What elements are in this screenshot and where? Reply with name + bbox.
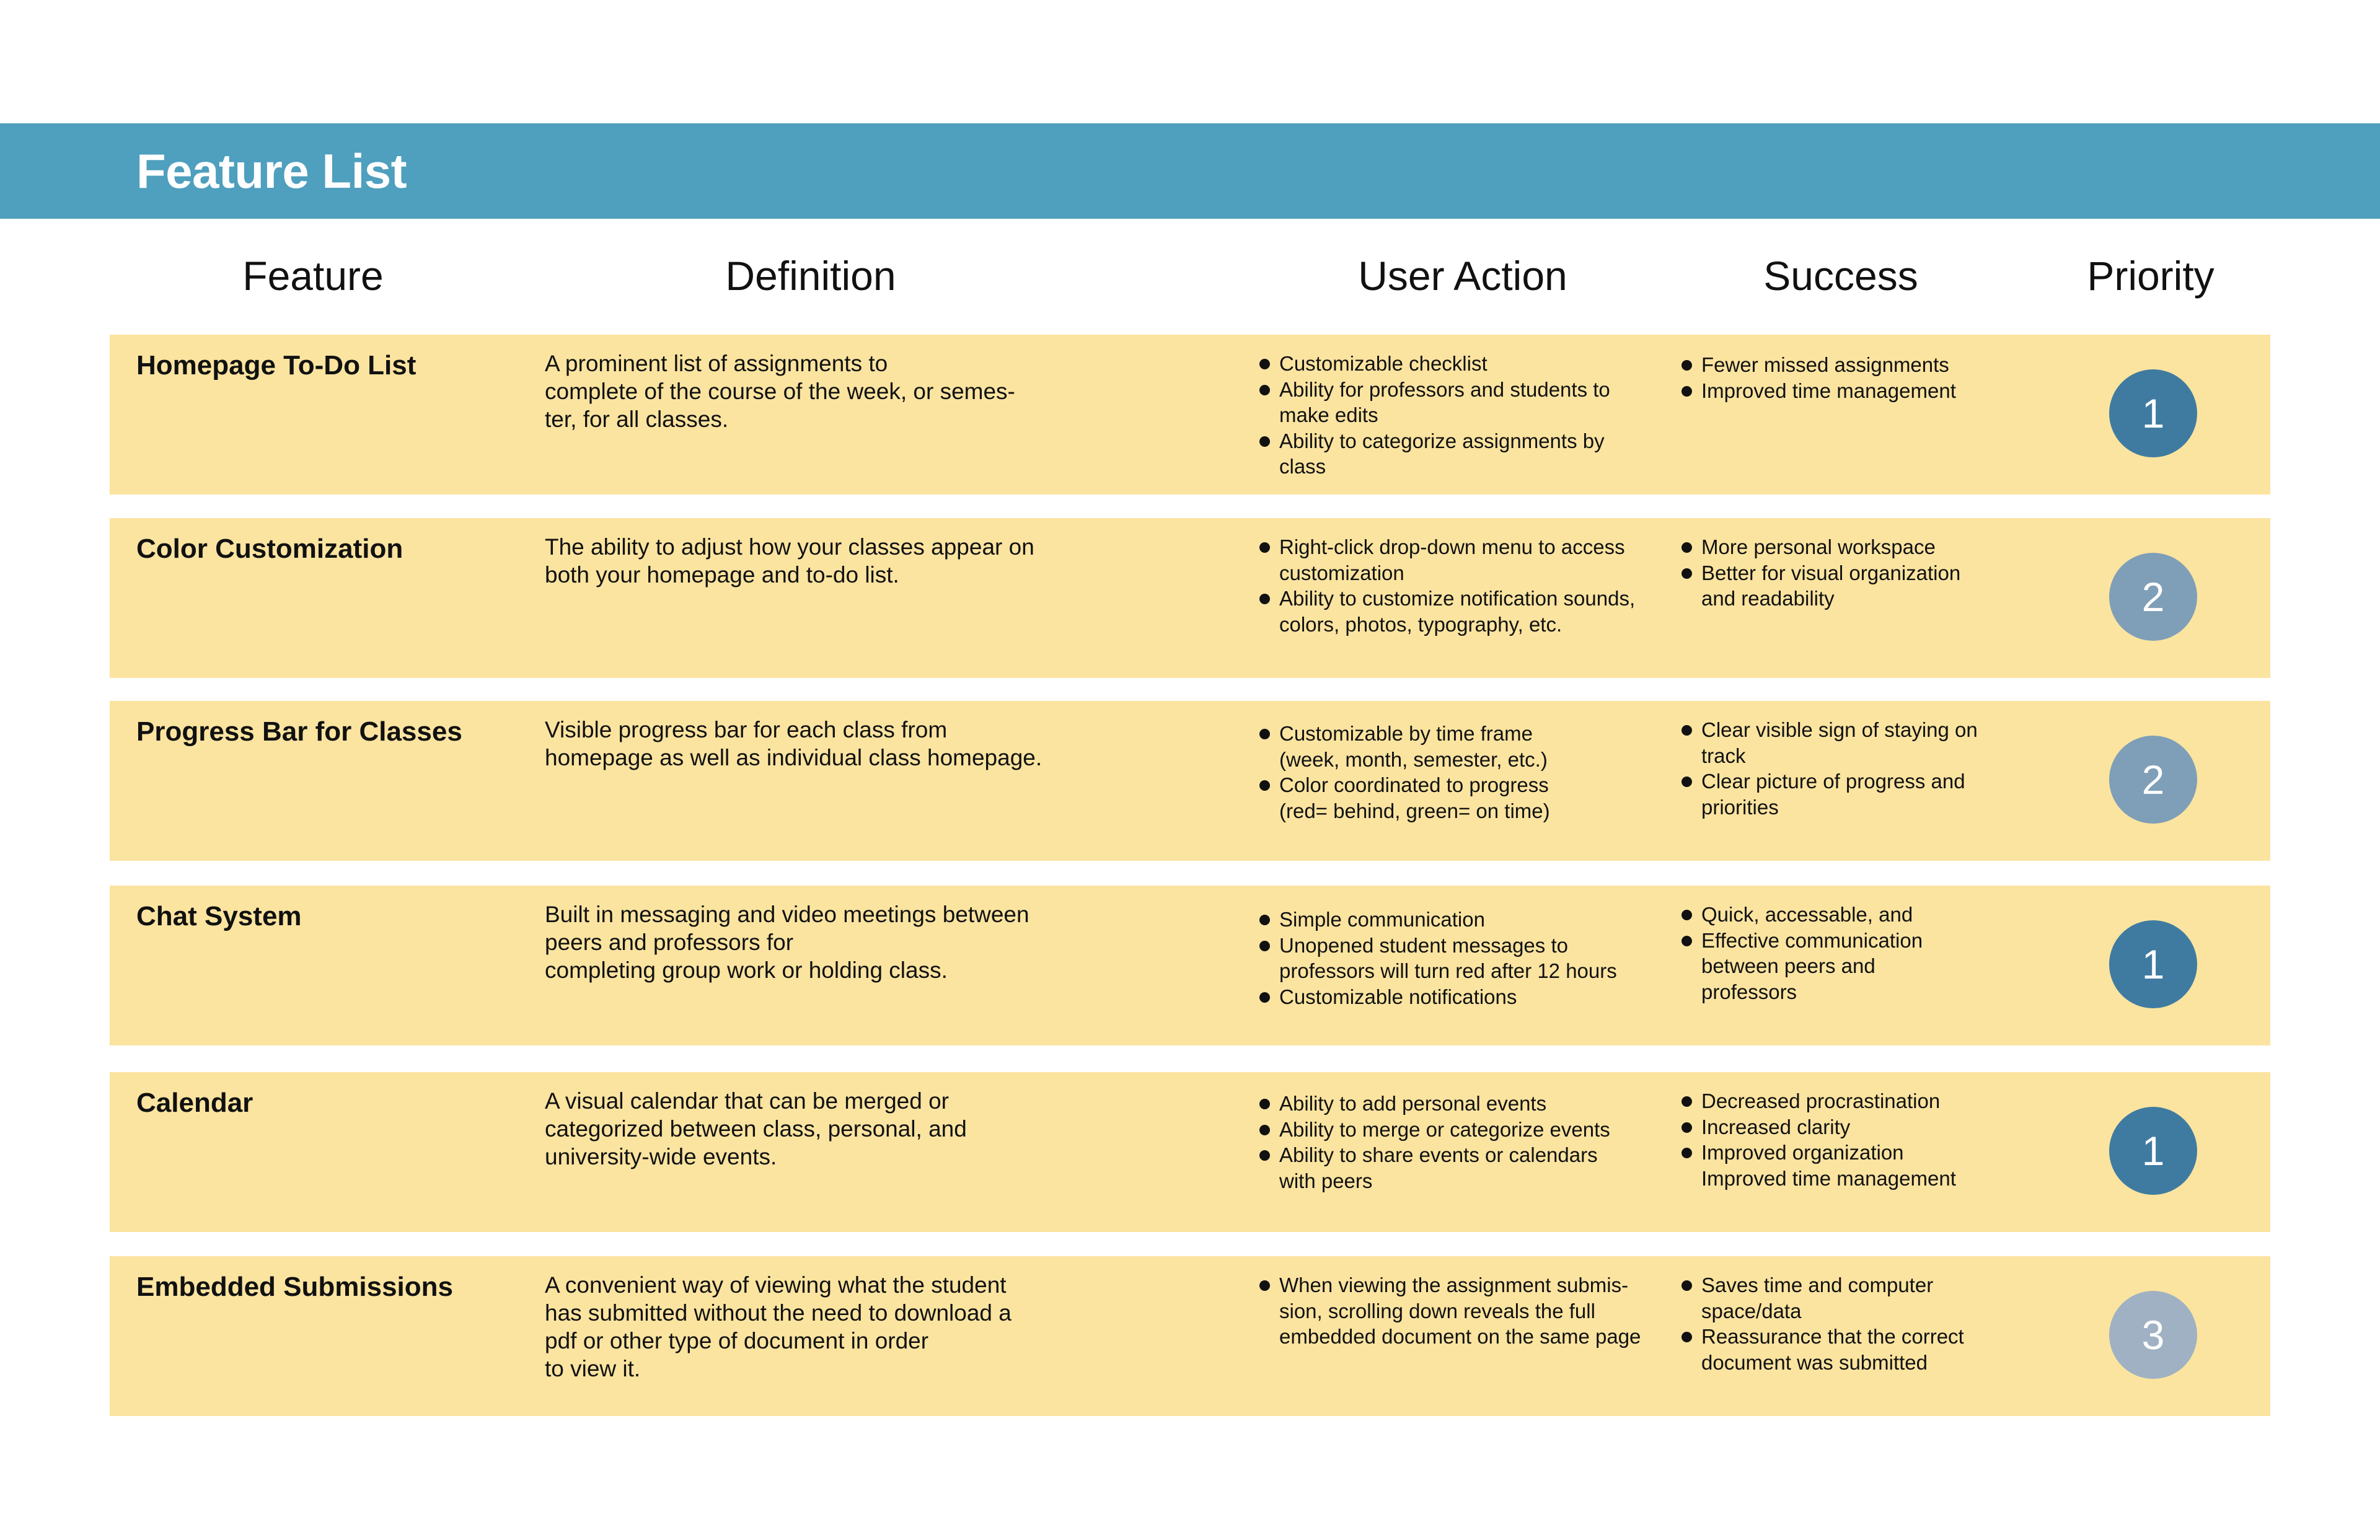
bullet-text-line: When viewing the assignment submis- [1279, 1274, 1629, 1296]
bullet-item [1681, 1324, 1964, 1375]
feature-name: Embedded Submissions [136, 1272, 453, 1302]
bullet-text-line: Ability for professors and students to [1279, 377, 1610, 401]
bullet-icon [1259, 1280, 1270, 1291]
column-header-success: Success [1763, 253, 1918, 299]
bullet-item [1259, 1117, 1610, 1143]
bullet-icon [1681, 1148, 1692, 1158]
feature-name: Color Customization [136, 534, 403, 564]
bullet-text-line: colors, photos, typography, etc. [1279, 612, 1562, 636]
bullet-icon [1681, 1280, 1692, 1291]
bullet-icon [1259, 1150, 1270, 1161]
definition-line: completing group work or holding class. [545, 957, 948, 983]
bullet-item [1259, 586, 1635, 637]
definition-line: university-wide events. [545, 1144, 777, 1169]
priority-badge: 2 [2109, 736, 2197, 824]
bullet-icon [1681, 1122, 1692, 1133]
bullet-text-line: Improved time management [1701, 1166, 1956, 1190]
feature-definition [545, 900, 1090, 984]
bullet-text-line: Right-click drop-down menu to access [1279, 535, 1625, 558]
priority-badge: 1 [2109, 1107, 2197, 1195]
bullet-item [1259, 933, 1617, 984]
user-action-list [1259, 721, 1550, 824]
bullet-text-line: Customizable by time frame [1279, 722, 1533, 745]
bullet-text-line: Customizable checklist [1279, 352, 1488, 375]
bullet-item [1259, 984, 1617, 1010]
definition-line: both your homepage and to-do list. [545, 562, 899, 587]
bullet-text-line: Clear picture of progress and [1701, 770, 1965, 793]
definition-line: Visible progress bar for each class from [545, 717, 948, 742]
bullet-text-line: Clear visible sign of staying on [1701, 718, 1978, 741]
priority-badge: 2 [2109, 553, 2197, 641]
priority-badge: 3 [2109, 1291, 2197, 1379]
bullet-text-line: Simple communication [1279, 908, 1485, 931]
bullet-text-line: (week, month, semester, etc.) [1279, 747, 1548, 771]
priority-badge: 1 [2109, 369, 2197, 457]
bullet-item [1681, 560, 1960, 612]
bullet-item [1681, 1140, 1956, 1166]
bullet-text-line: document was submitted [1701, 1350, 1928, 1374]
bullet-item [1681, 717, 1978, 768]
definition-line: has submitted without the need to download a [545, 1300, 1011, 1326]
bullet-text-line: make edits [1279, 403, 1378, 426]
feature-name: Chat System [136, 901, 302, 931]
bullet-text-line: More personal workspace [1701, 535, 1936, 558]
bullet-item [1259, 1272, 1641, 1350]
page-title: Feature List [136, 144, 407, 198]
bullet-text-line: Saves time and computer [1701, 1274, 1934, 1296]
definition-line: to view it. [545, 1356, 641, 1381]
bullet-item [1681, 1088, 1956, 1114]
bullet-text-line: Ability to merge or categorize events [1279, 1117, 1610, 1141]
bullet-item [1681, 352, 1956, 378]
bullet-icon [1681, 910, 1692, 920]
definition-line: categorized between class, personal, and [545, 1116, 967, 1142]
bullet-item [1259, 351, 1610, 377]
bullet-text-line: between peers and [1701, 954, 1875, 977]
feature-definition [545, 533, 1090, 589]
user-action-list [1259, 351, 1610, 480]
column-header-user-action: User Action [1358, 253, 1567, 299]
table-row [110, 335, 2270, 495]
user-action-list [1259, 1091, 1610, 1194]
feature-definition [545, 350, 1090, 433]
success-list [1681, 352, 1956, 403]
bullet-item [1681, 928, 1923, 1005]
bullet-icon [1259, 729, 1270, 739]
user-action-list [1259, 534, 1635, 637]
bullet-icon [1259, 1099, 1270, 1109]
bullet-icon [1259, 915, 1270, 925]
column-header-definition: Definition [725, 253, 896, 299]
column-header-feature: Feature [242, 253, 384, 299]
bullet-text-line: track [1701, 744, 1746, 767]
definition-line: Built in messaging and video meetings between [545, 902, 1029, 927]
bullet-item [1681, 1166, 1956, 1192]
bullet-icon [1681, 725, 1692, 736]
definition-line: A convenient way of viewing what the student [545, 1272, 1007, 1298]
definition-line: A prominent list of assignments to [545, 351, 888, 376]
definition-line: The ability to adjust how your classes appear on [545, 534, 1034, 560]
definition-line: homepage as well as individual class homepage. [545, 745, 1042, 770]
success-list [1681, 902, 1923, 1005]
table-row [110, 1072, 2270, 1232]
bullet-text-line: professors will turn red after 12 hours [1279, 959, 1617, 982]
bullet-text-line: Color coordinated to progress [1279, 773, 1549, 796]
priority-badge: 1 [2109, 920, 2197, 1008]
bullet-text-line: and readability [1701, 587, 1835, 610]
bullet-item [1259, 1142, 1610, 1194]
bullet-item [1259, 428, 1610, 480]
table-row [110, 701, 2270, 861]
bullet-item [1259, 377, 1610, 428]
bullet-text-line: Ability to add personal events [1279, 1092, 1547, 1115]
bullet-text-line: priorities [1701, 795, 1779, 819]
bullet-text-line: Better for visual organization [1701, 561, 1961, 584]
bullet-icon [1681, 542, 1692, 553]
bullet-icon [1259, 594, 1270, 604]
bullet-item [1259, 907, 1617, 933]
bullet-item [1681, 1114, 1956, 1140]
bullet-text-line: Customizable notifications [1279, 985, 1517, 1008]
feature-name: Homepage To-Do List [136, 350, 416, 381]
bullet-item [1681, 378, 1956, 404]
bullet-text-line: Improved time management [1701, 379, 1956, 402]
header-banner [0, 123, 2380, 219]
bullet-text-line: embedded document on the same page [1279, 1325, 1641, 1348]
bullet-icon [1259, 941, 1270, 951]
success-list [1681, 717, 1978, 820]
success-list [1681, 1088, 1956, 1191]
bullet-item [1681, 902, 1923, 928]
bullet-text-line: class [1279, 455, 1326, 478]
user-action-list [1259, 1272, 1641, 1350]
bullet-item [1259, 1091, 1610, 1117]
definition-line: peers and professors for [545, 930, 794, 955]
bullet-icon [1259, 1125, 1270, 1135]
bullet-text-line: Effective communication [1701, 928, 1923, 952]
bullet-icon [1681, 1332, 1692, 1342]
table-row [110, 886, 2270, 1045]
feature-definition [545, 1271, 1090, 1383]
bullet-text-line: Ability to categorize assignments by [1279, 429, 1605, 452]
bullet-icon [1259, 780, 1270, 791]
bullet-text-line: sion, scrolling down reveals the full [1279, 1299, 1595, 1322]
table-row [110, 1256, 2270, 1416]
feature-definition [545, 716, 1090, 772]
bullet-text-line: customization [1279, 561, 1404, 584]
bullet-icon [1681, 936, 1692, 946]
bullet-icon [1681, 360, 1692, 371]
table-row [110, 518, 2270, 678]
column-header-priority: Priority [2087, 253, 2215, 299]
definition-line: complete of the course of the week, or semes- [545, 379, 1015, 404]
bullet-icon [1259, 385, 1270, 395]
success-list [1681, 534, 1960, 612]
bullet-text-line: Ability to customize notification sounds, [1279, 587, 1636, 610]
definition-line: ter, for all classes. [545, 407, 729, 432]
bullet-icon [1681, 777, 1692, 787]
bullet-text-line: Unopened student messages to [1279, 933, 1568, 957]
bullet-text-line: professors [1701, 980, 1797, 1003]
bullet-text-line: Fewer missed assignments [1701, 353, 1949, 376]
bullet-text-line: Improved organization [1701, 1141, 1904, 1164]
bullet-icon [1259, 359, 1270, 369]
definition-line: pdf or other type of document in order [545, 1328, 929, 1353]
user-action-list [1259, 907, 1617, 1010]
bullet-item [1259, 721, 1550, 772]
bullet-icon [1259, 436, 1270, 447]
bullet-icon [1681, 386, 1692, 397]
feature-definition [545, 1087, 1090, 1171]
bullet-text-line: Reassurance that the correct [1701, 1325, 1964, 1348]
bullet-icon [1259, 992, 1270, 1003]
bullet-item [1681, 768, 1978, 820]
bullet-item [1259, 772, 1550, 824]
bullet-text-line: (red= behind, green= on time) [1279, 799, 1550, 822]
bullet-text-line: space/data [1701, 1299, 1802, 1322]
bullet-text-line: Decreased procrastination [1701, 1089, 1941, 1112]
bullet-text-line: Increased clarity [1701, 1115, 1851, 1138]
bullet-icon [1681, 1096, 1692, 1107]
bullet-text-line: with peers [1279, 1169, 1373, 1192]
bullet-icon [1259, 542, 1270, 553]
bullet-text-line: Ability to share events or calendars [1279, 1143, 1598, 1166]
success-list [1681, 1272, 1964, 1375]
bullet-item [1681, 1272, 1964, 1324]
bullet-text-line: Quick, accessable, and [1701, 903, 1913, 926]
definition-line: A visual calendar that can be merged or [545, 1088, 949, 1114]
bullet-icon [1681, 568, 1692, 579]
bullet-item [1681, 534, 1960, 560]
feature-name: Calendar [136, 1088, 253, 1118]
feature-name: Progress Bar for Classes [136, 716, 462, 747]
bullet-item [1259, 534, 1635, 586]
